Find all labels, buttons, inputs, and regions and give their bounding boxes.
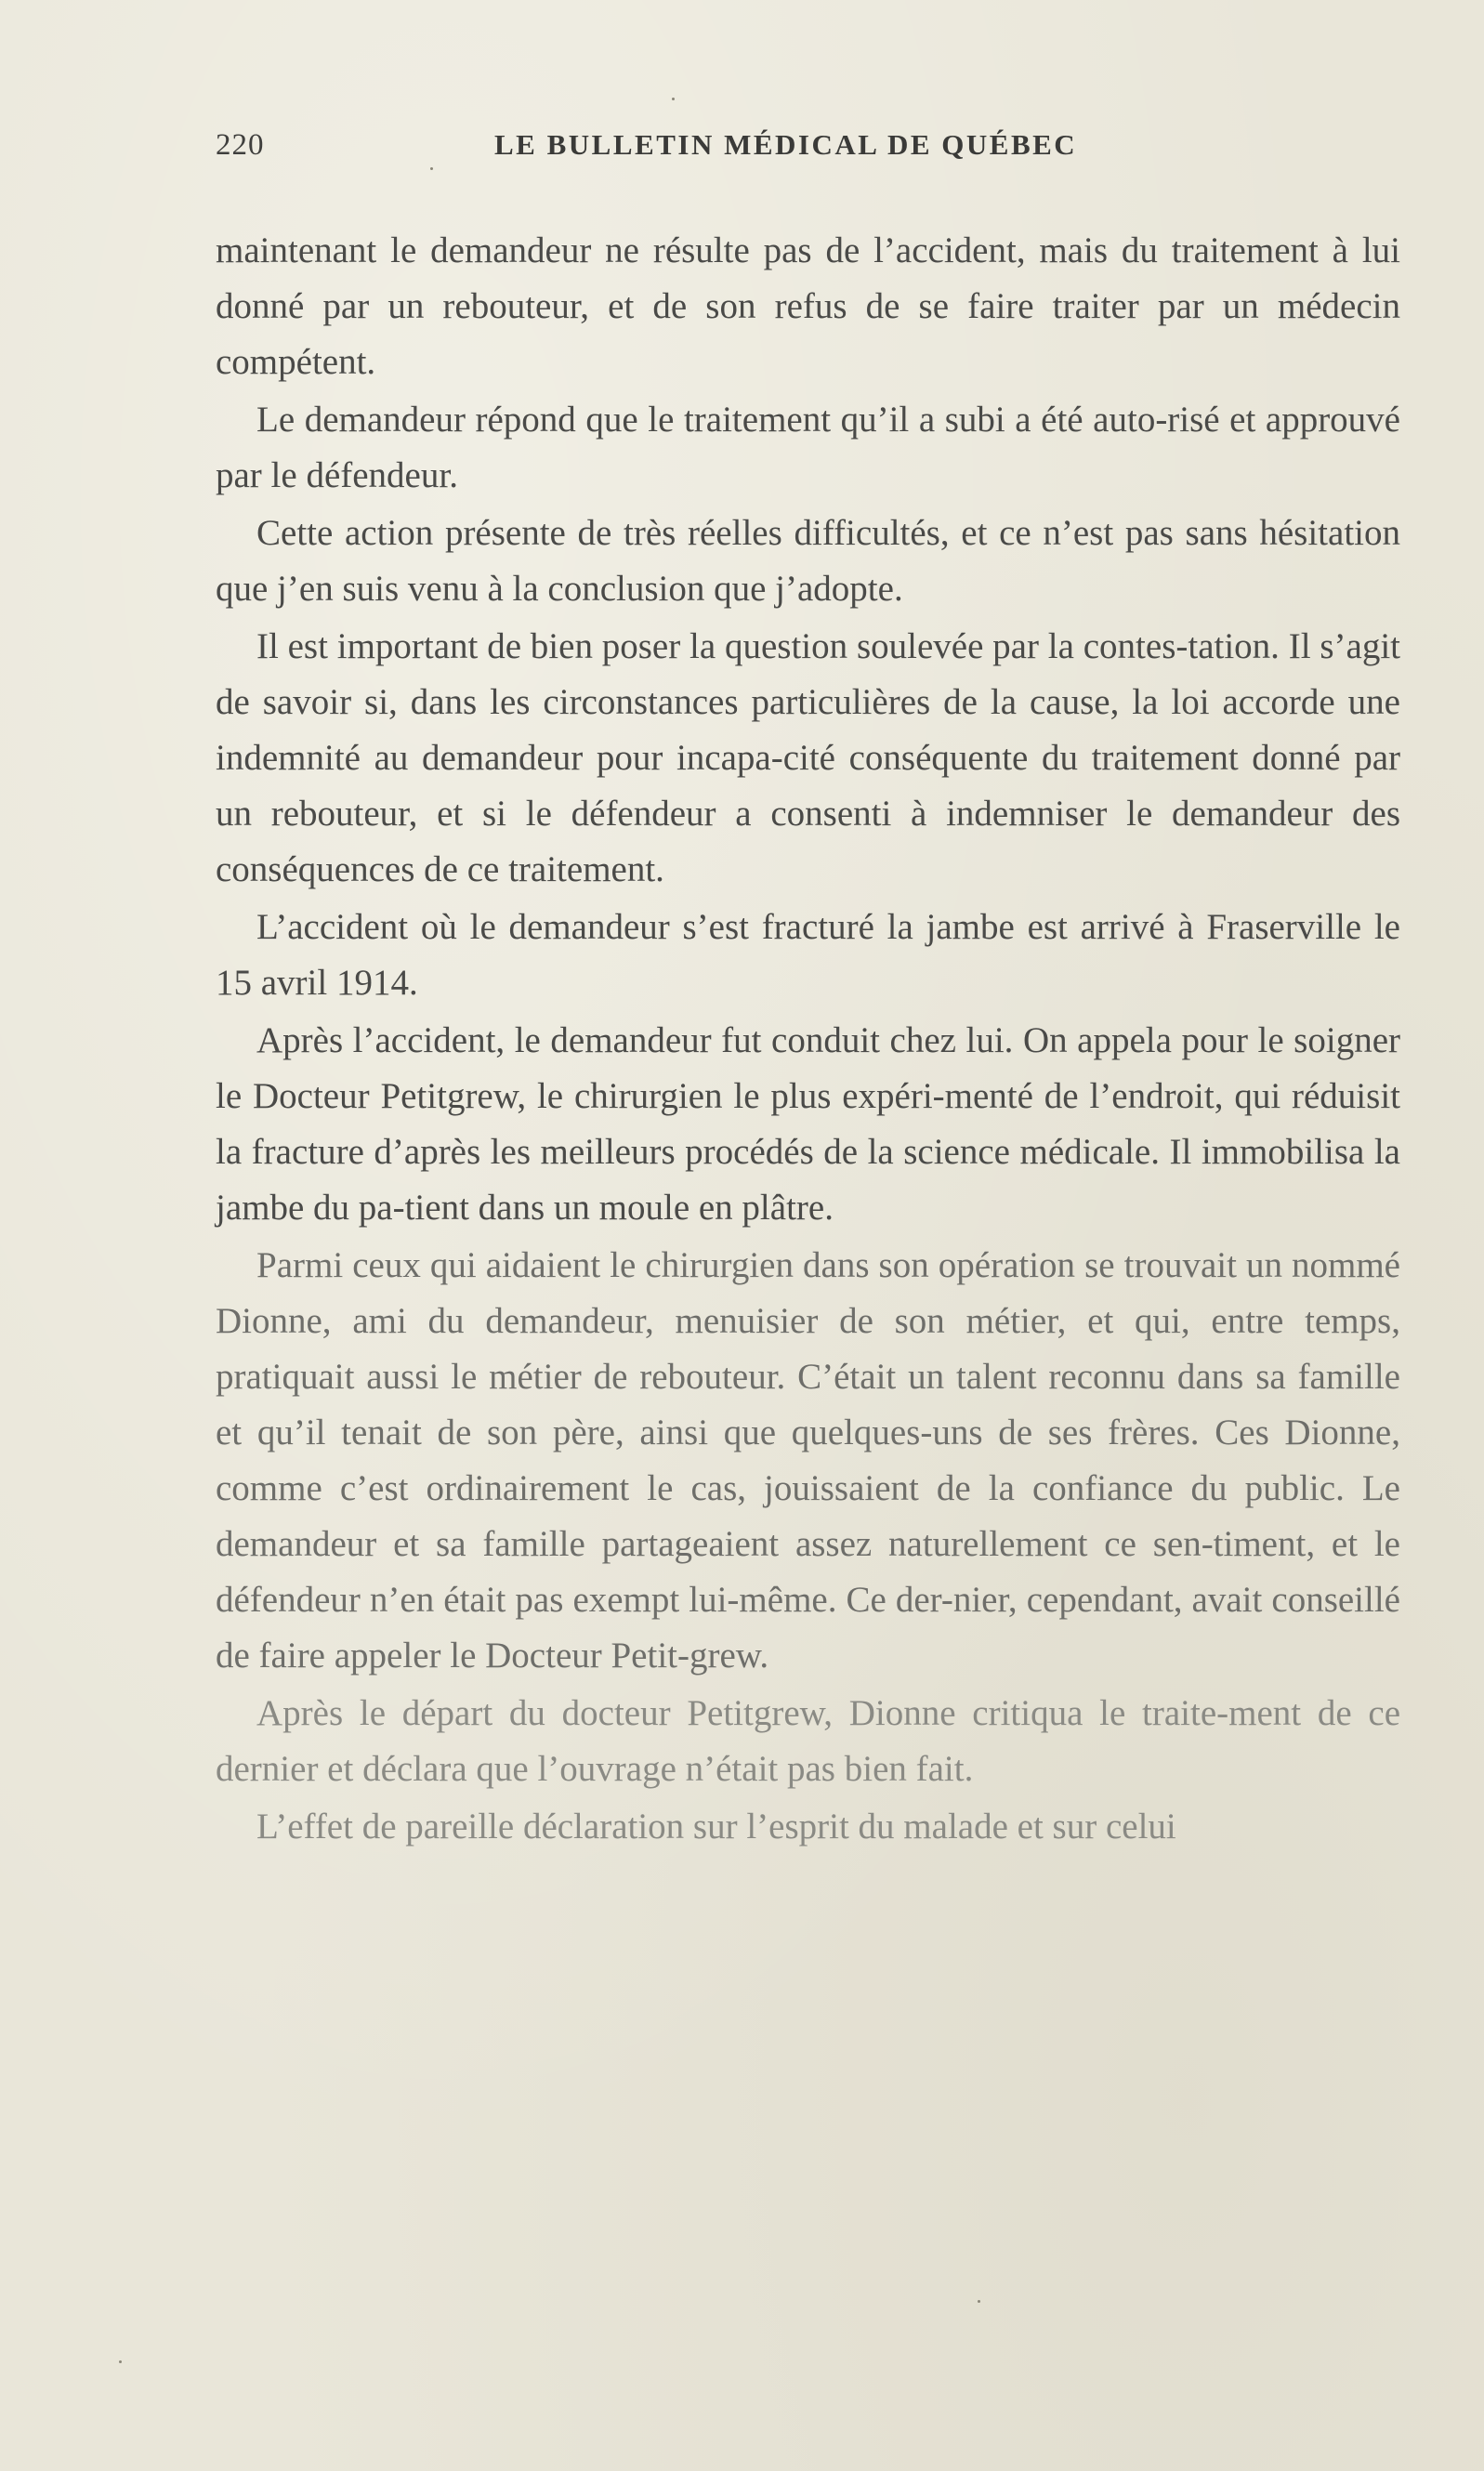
- paper-speck: [119, 2360, 122, 2363]
- body-text: [216, 223, 1400, 1857]
- paragraph: Parmi ceux qui aidaient le chirurgien dans son opération se trouvait un nommé Dionne, ami du demandeur, menuisier de son métier, et qui, entre temps, pratiquait aussi le métier de rebouteur. C’était un talent reconnu dans sa famille et qu’il tenait de son père, ainsi que quelques-uns de ses frères. Ces Dionne, comme c’est ordinairement le cas, jouissaient de la confiance du public. Le demandeur et sa famille partageaient assez naturellement ce sen-timent, et le défendeur n’en était pas exempt lui-même. Ce der-nier, cependant, avait conseillé de faire appeler le Docteur Petit-grew.: [216, 1245, 1400, 1676]
- paragraph: L’accident où le demandeur s’est fracturé la jambe est arrivé à Fraserville le 15 avril 1914.: [216, 907, 1400, 1003]
- paper-speck: [430, 167, 433, 170]
- paragraph: Après le départ du docteur Petitgrew, Dionne critiqua le traite-ment de ce dernier et déclara que l’ouvrage n’était pas bien fait.: [216, 1693, 1400, 1789]
- paper-speck: [672, 98, 675, 100]
- paragraph: Cette action présente de très réelles difficultés, et ce n’est pas sans hésitation que j’en suis venu à la conclusion que j’adopte.: [216, 513, 1400, 609]
- paragraph-continued: maintenant le demandeur ne résulte pas de l’accident, mais du traitement à lui donné par un rebouteur, et de son refus de se faire traiter par un médecin compétent.: [216, 230, 1400, 382]
- page-number: 220: [216, 128, 265, 162]
- running-head: [216, 128, 1400, 173]
- paragraph: Le demandeur répond que le traitement qu’il a subi a été auto-risé et approuvé par le défendeur.: [216, 400, 1400, 495]
- paper-speck: [978, 2300, 980, 2303]
- paragraph: Il est important de bien poser la question soulevée par la contes-tation. Il s’agit de savoir si, dans les circonstances particulières de la cause, la loi accorde une indemnité au demandeur pour incapa-cité conséquente du traitement donné par un rebouteur, et si le défendeur a consenti à indemniser le demandeur des conséquences de ce traitement.: [216, 626, 1400, 889]
- paragraph-truncated: L’effet de pareille déclaration sur l’esprit du malade et sur celui: [256, 1807, 1176, 1847]
- paragraph: Après l’accident, le demandeur fut conduit chez lui. On appela pour le soigner le Docteur Petitgrew, le chirurgien le plus expéri-menté de l’endroit, qui réduisit la fracture d’après les meilleurs procédés de la science médicale. Il immobilisa la jambe du pa-tient dans un moule en plâtre.: [216, 1020, 1400, 1228]
- journal-title: LE BULLETIN MÉDICAL DE QUÉBEC: [494, 128, 1078, 161]
